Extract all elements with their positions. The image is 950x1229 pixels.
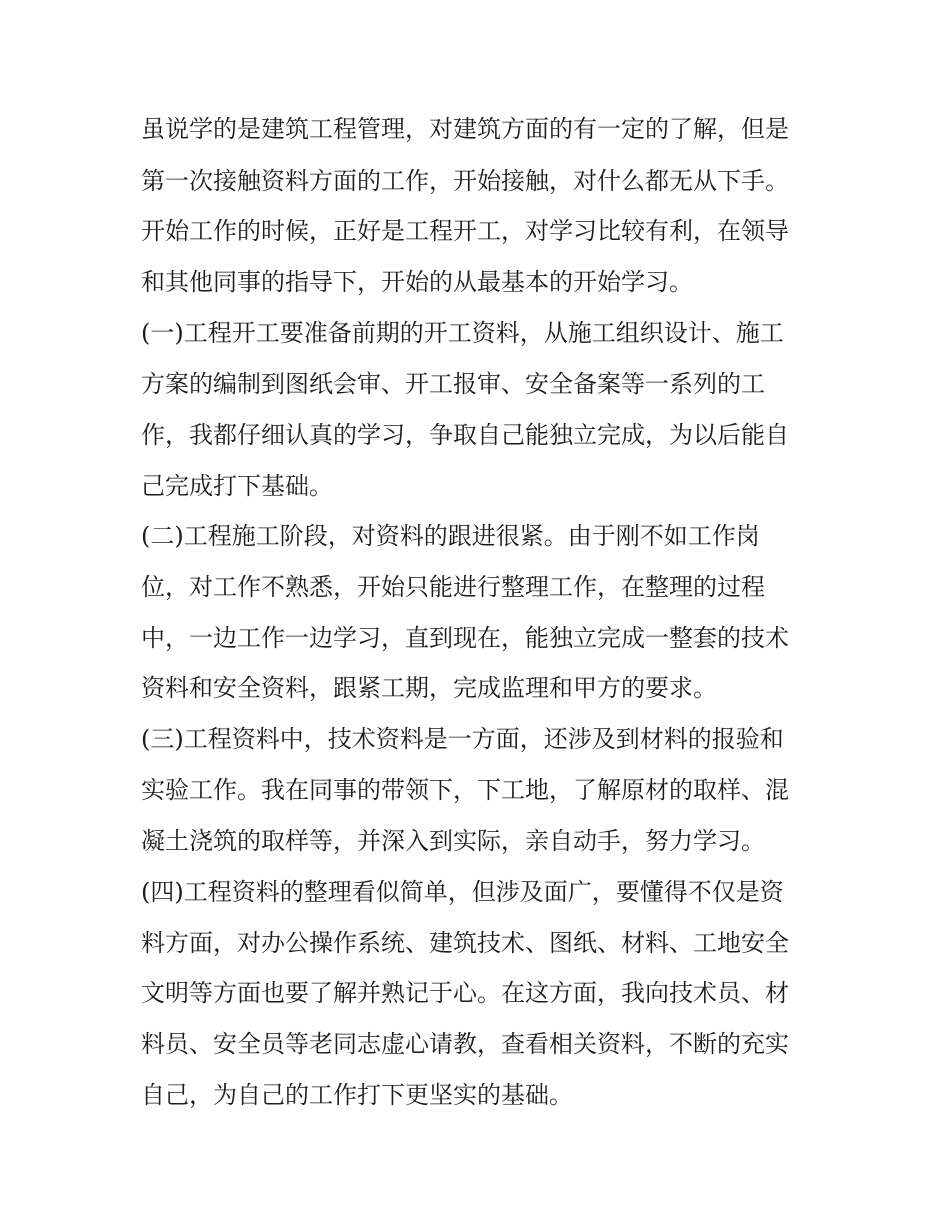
text-line: 开始工作的时候，正好是工程开工，对学习比较有利，在领导	[141, 217, 789, 245]
text-line: 和其他同事的指导下，开始的从最基本的开始学习。	[141, 268, 693, 296]
text-line: 虽说学的是建筑工程管理，对建筑方面的有一定的了解，但是	[141, 115, 789, 143]
text-line: 资料和安全资料，跟紧工期，完成监理和甲方的要求。	[141, 674, 717, 702]
text-line: (二)工程施工阶段，对资料的跟进很紧。由于刚不如工作岗	[141, 522, 760, 550]
text-line: (三)工程资料中，技术资料是一方面，还涉及到材料的报验和	[141, 725, 784, 753]
text-line: 文明等方面也要了解并熟记于心。在这方面，我向技术员、材	[141, 979, 789, 1007]
text-line: 凝土浇筑的取样等，并深入到实际，亲自动手，努力学习。	[141, 827, 765, 855]
text-line: 方案的编制到图纸会审、开工报审、安全备案等一系列的工	[141, 370, 765, 398]
text-line: (四)工程资料的整理看似简单，但涉及面广，要懂得不仅是资	[141, 878, 784, 906]
text-line: 中，一边工作一边学习，直到现在，能独立完成一整套的技术	[141, 624, 789, 652]
text-line: 位，对工作不熟悉，开始只能进行整理工作，在整理的过程	[141, 573, 765, 601]
text-line: 料员、安全员等老同志虚心请教，查看相关资料，不断的充实	[141, 1030, 789, 1058]
text-line: 第一次接触资料方面的工作，开始接触，对什么都无从下手。	[141, 167, 789, 195]
text-line: 己完成打下基础。	[141, 472, 333, 500]
text-line: 实验工作。我在同事的带领下，下工地，了解原材的取样、混	[141, 776, 789, 804]
text-line: 自己，为自己的工作打下更坚实的基础。	[141, 1081, 573, 1109]
text-line: 作，我都仔细认真的学习，争取自己能独立完成，为以后能自	[141, 421, 789, 449]
text-line: 料方面，对办公操作系统、建筑技术、图纸、材料、工地安全	[141, 929, 789, 957]
text-line: (一)工程开工要准备前期的开工资料，从施工组织设计、施工	[141, 319, 784, 347]
